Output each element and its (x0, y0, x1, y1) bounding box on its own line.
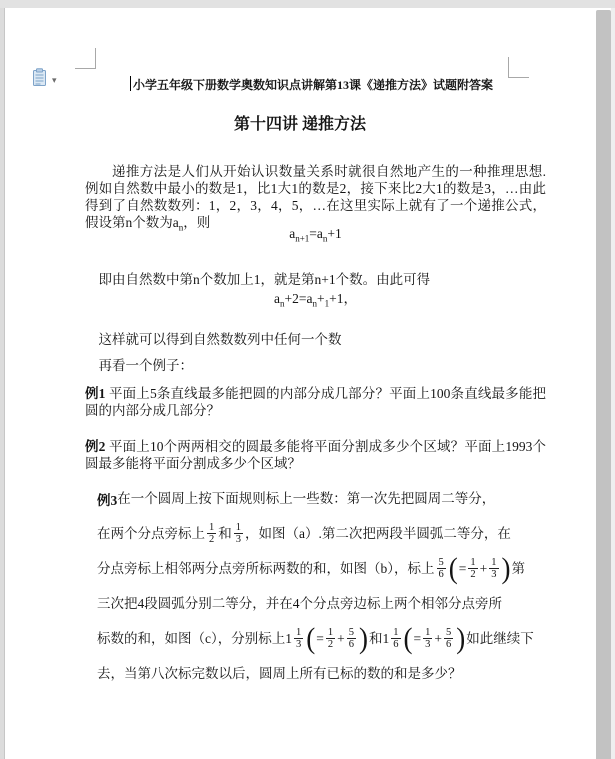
fraction: $\frac{5}{6}$ (446, 626, 452, 650)
example-1-text: 平面上5条直线最多能把圆的内部分成几部分？平面上100条直线最多能把圆的内部分成几部分？ (85, 385, 547, 418)
next-example-paragraph: 再看一个例子： (98, 357, 193, 373)
clipboard-paste-icon (32, 68, 48, 93)
dropdown-arrow-icon[interactable]: ▾ (52, 75, 57, 85)
window-top-edge (0, 0, 615, 8)
margin-crop-mark-right (508, 57, 529, 78)
fraction: $\frac{5}{6}$ (438, 556, 444, 580)
fraction: $\frac{1}{3}$ (491, 556, 497, 580)
conclusion-paragraph: 这样就可以得到自然数数列中任何一个数 (98, 331, 342, 347)
fraction: $\frac{1}{2}$ (209, 521, 215, 545)
example-3-line: 去，当第八次标完数以后，圆周上所有已标的数的和是多少？ (97, 666, 462, 681)
example-2-label: 例2 (85, 438, 106, 454)
fraction: $\frac{1}{3}$ (425, 626, 431, 650)
lecture-heading: 第十四讲 递推方法 (233, 116, 366, 133)
window-right-edge (611, 8, 615, 759)
window-left-edge (0, 8, 5, 759)
fraction: $\frac{1}{2}$ (327, 626, 334, 650)
margin-crop-mark-left (75, 48, 96, 69)
fraction: $\frac{1}{6}$ (393, 626, 399, 650)
big-parenthesis: ( (306, 621, 316, 655)
big-parenthesis: ( (448, 551, 458, 585)
vertical-scrollbar[interactable] (596, 10, 611, 759)
fraction: $\frac{1}{2}$ (470, 556, 476, 580)
example-2-paragraph (85, 438, 546, 472)
example-3-line: 例3 在一个圆周上按下面规则标上一些数：第一次先把圆周二等分， (97, 491, 496, 508)
fraction: $\frac{5}{6}$ (348, 626, 354, 650)
example-2-text: 平面上10个两两相交的圆最多能将平面分割成多少个区域？平面上1993个圆最多能将平面分割成多少个区域？ (85, 438, 547, 471)
big-parenthesis: ) (501, 551, 511, 585)
example-3-line: 三次把4段圆弧分别二等分，并在4个分点旁边标上两个相邻分点旁所 (97, 596, 502, 611)
big-parenthesis: ) (359, 621, 368, 655)
recurrence-formula-2: $a_n+2=a_n+_1+1$， (274, 291, 357, 309)
recurrence-formula-1: $a_{n+1}=a_n+1$ (289, 226, 342, 244)
big-parenthesis: ) (456, 621, 466, 655)
paste-options-button[interactable] (32, 68, 57, 93)
example-3-paragraph (97, 481, 549, 691)
document-title: 小学五年级下册数学奥数知识点讲解第13课《递推方法》试题附答案 (133, 78, 494, 92)
example-1-paragraph (85, 385, 546, 419)
fraction: $\frac{1}{3}$ (296, 626, 302, 650)
explanation-paragraph: 即由自然数中第n个数加上1，就是第n+1个数。由此可得 (98, 271, 431, 287)
intro-paragraph: 递推方法是人们从开始认识数量关系时就很自然地产生的一种推理思想.例如自然数中最小的数是1，比1大1的数是2，接下来比2大1的数是3，…由此得到了自然数数列：1，2，3，4，5，…在这里实际上就有了一个递推公式，假设第n个数为$a_n$，则 (85, 163, 546, 233)
example-1-label: 例1 (85, 385, 106, 401)
big-parenthesis: ( (403, 621, 413, 655)
example-3-line: 在两个分点旁标上 $\frac{1}{2}$ 和 $\frac{1}{3}$ ，如图（a）.第二次把两段半圆弧二等分，在 (97, 521, 511, 545)
fraction: $\frac{1}{3}$ (235, 521, 241, 545)
text-cursor (130, 76, 131, 91)
example-3-line: 标数的和，如图（c），分别标上1 $\frac{1}{3}$ ( = $\frac{1}{2}$ + $\frac{5}{6}$ ) 和1 $\frac{1}{6}$ ( = $\frac{1}{3}$ + $\frac{5}{6}$ ) 如此继续下 (97, 621, 534, 655)
example-3-line: 分点旁标上相邻两分点旁所标两数的和，如图（b），标上 $\frac{5}{6}$ ( = $\frac{1}{2}$ + $\frac{1}{3}$ ) 第 (97, 551, 525, 585)
